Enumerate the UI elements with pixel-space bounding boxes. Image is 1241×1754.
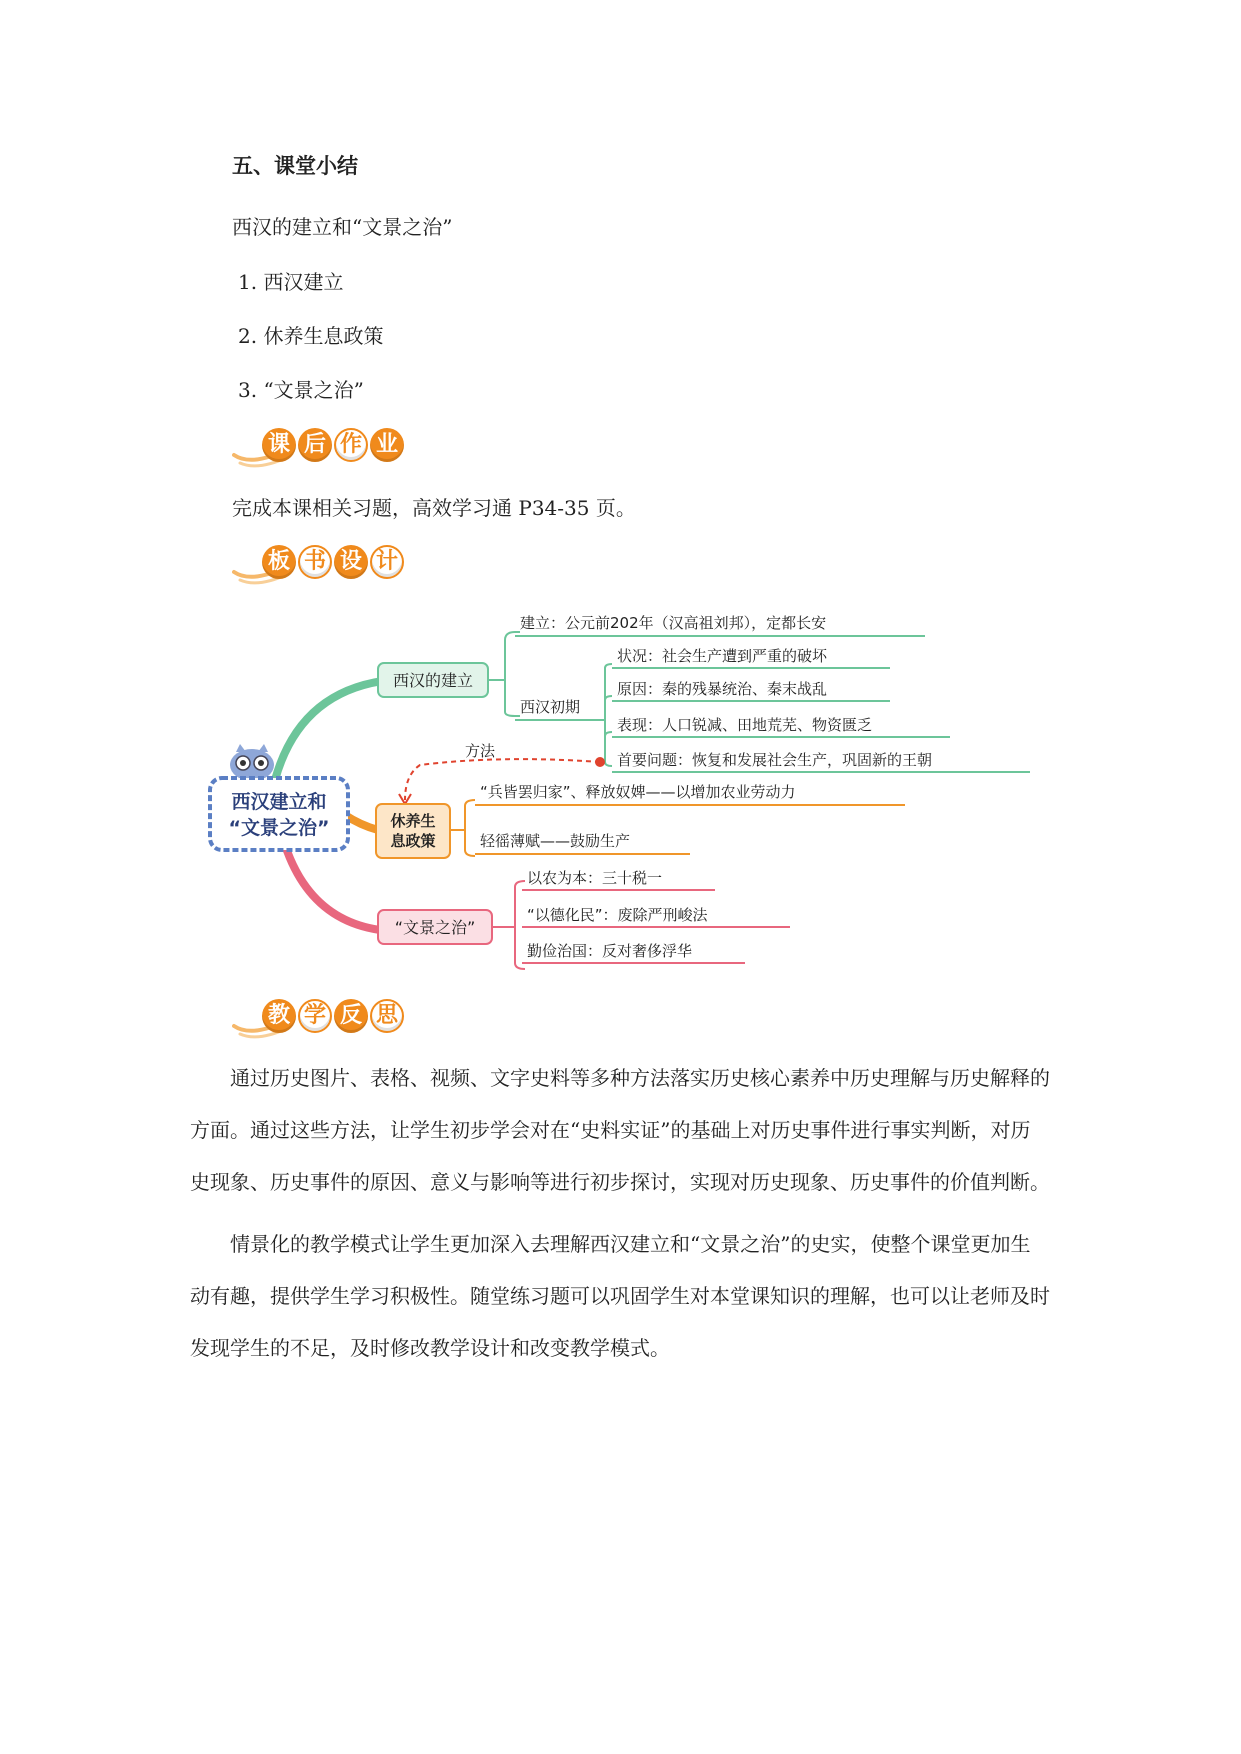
banner-char: 作	[334, 428, 368, 462]
owl-icon	[230, 744, 274, 781]
banner-char: 书	[298, 545, 332, 579]
homework-banner	[232, 425, 412, 473]
branch-node-wenjing-label: “文景之治”	[394, 918, 476, 937]
summary-item-1: 1. 西汉建立	[238, 270, 344, 294]
b1-status-text: 状况：社会生产遭到严重的破坏	[617, 647, 828, 665]
banner-char: 课	[262, 428, 296, 462]
homework-text: 完成本课相关习题，高效学习通 P34-35 页。	[232, 496, 636, 520]
b2-item2-text: 轻徭薄赋——鼓励生产	[480, 832, 631, 850]
banner-char: 设	[334, 545, 368, 579]
summary-item-2: 2. 休养生息政策	[238, 324, 384, 348]
reflection-body	[190, 1052, 1050, 1374]
b1-priority-text: 首要问题：恢复和发展社会生产，巩固新的王朝	[617, 751, 933, 769]
branch-pink-curve	[285, 845, 380, 930]
branch-green-curve	[275, 680, 390, 780]
banner-char: 计	[370, 545, 404, 579]
branch-node-policy-line1: 休养生	[390, 812, 436, 830]
board-banner	[232, 542, 412, 590]
b1-early-connector	[600, 664, 612, 766]
section-heading: 五、课堂小结	[232, 154, 358, 178]
b1-founding-text: 建立：公元前202年（汉高祖刘邦），定都长安	[520, 614, 827, 632]
banner-char: 后	[298, 428, 332, 462]
branch3-connector	[492, 881, 525, 969]
banner-char: 教	[262, 999, 296, 1033]
banner-char: 业	[370, 428, 404, 462]
reflection-banner	[232, 996, 412, 1044]
center-node-line1: 西汉建立和	[231, 791, 327, 813]
b1-cause-text: 原因：秦的残暴统治、秦末战乱	[617, 680, 828, 698]
b3-item3-text: 勤俭治国：反对奢侈浮华	[527, 942, 693, 960]
branch-node-founding-label: 西汉的建立	[392, 671, 474, 690]
summary-title: 西汉的建立和“文景之治”	[232, 215, 453, 239]
b1-early-text: 西汉初期	[520, 698, 581, 716]
branch1-connector	[488, 632, 520, 716]
banner-char: 思	[370, 999, 404, 1033]
summary-item-3: 3. “文景之治”	[238, 378, 364, 402]
center-node	[210, 778, 348, 850]
banner-char: 反	[334, 999, 368, 1033]
branch2-connector	[450, 800, 475, 856]
b3-item2-text: “以德化民”：废除严刑峻法	[527, 906, 708, 924]
b2-item1-text: “兵皆罢归家”、释放奴婢——以增加农业劳动力	[480, 783, 796, 801]
reflection-paragraph-1: 通过历史图片、表格、视频、文字史料等多种方法落实历史核心素养中历史理解与历史解释的方面。通过这些方法，让学生初步学会对在“史料实证”的基础上对历史事件进行事实判断，对历史现象、历史事件的原因、意义与影响等进行初步探讨，实现对历史现象、历史事件的价值判断。	[190, 1066, 1050, 1194]
method-arrow-dot	[595, 757, 605, 767]
mind-map	[200, 600, 1050, 980]
branch-node-policy-line2: 息政策	[390, 832, 436, 850]
reflection-paragraph-2: 情景化的教学模式让学生更加深入去理解西汉建立和“文景之治”的史实，使整个课堂更加生动有趣，提供学生学习积极性。随堂练习题可以巩固学生对本堂课知识的理解，也可以让老师及时发现学生的不足，及时修改教学设计和改变教学模式。	[190, 1232, 1050, 1360]
b1-sign-text: 表现：人口锐减、田地荒芜、物资匮乏	[617, 716, 873, 734]
method-label: 方法	[465, 742, 496, 760]
banner-char: 板	[262, 545, 296, 579]
banner-char: 学	[298, 999, 332, 1033]
center-node-line2: “文景之治”	[228, 817, 330, 839]
b3-item1-text: 以农为本：三十税一	[527, 869, 663, 887]
